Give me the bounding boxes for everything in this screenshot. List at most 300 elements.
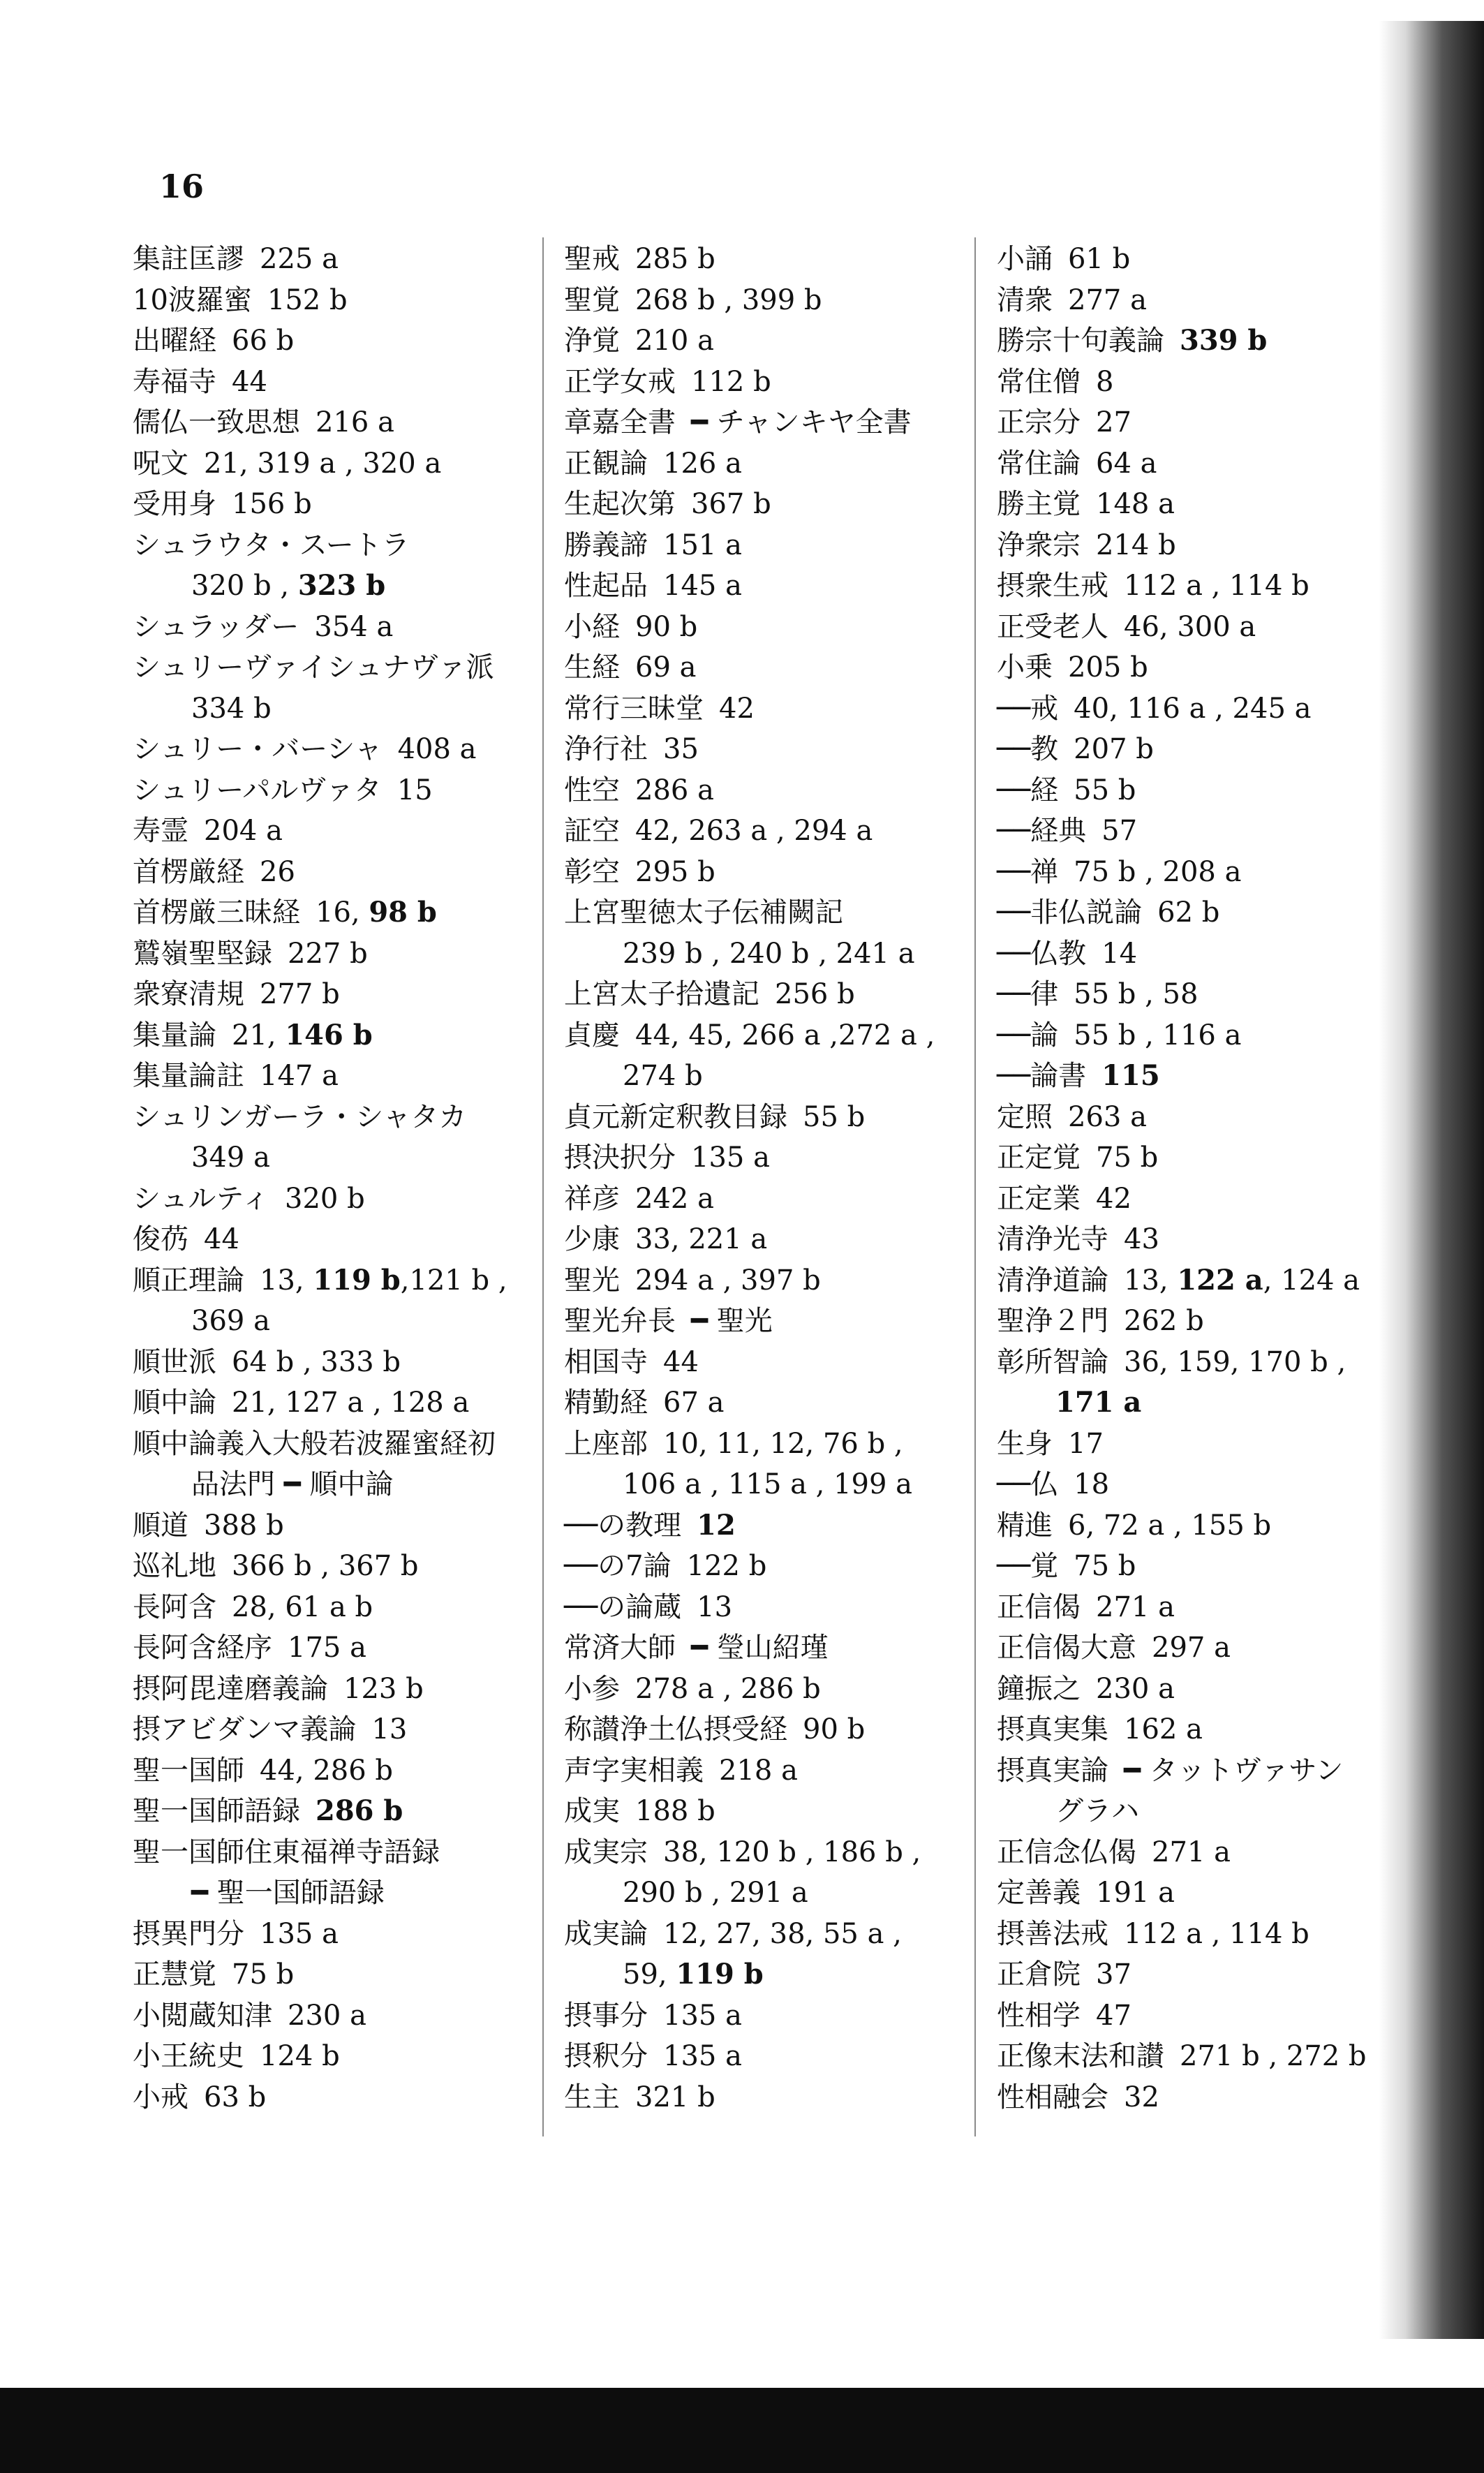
page-ref-text: 135 a <box>663 1999 742 2032</box>
index-page-ref <box>1096 406 1131 438</box>
index-entry <box>564 1791 969 1832</box>
index-entry <box>997 688 1402 730</box>
index-entry <box>564 974 969 1015</box>
index-term: 彰空 <box>564 855 620 888</box>
index-entry <box>133 688 537 730</box>
page-ref-text: 62 b <box>1157 896 1220 929</box>
page-ref-text: 14 <box>1101 937 1138 970</box>
index-term: 性空 <box>564 774 620 806</box>
index-page-ref <box>635 1223 767 1255</box>
index-term: 生経 <box>564 651 620 684</box>
index-page-ref <box>1074 693 1311 725</box>
index-entry <box>564 1995 969 2037</box>
page-ref-text: 44 <box>232 365 267 398</box>
index-entry <box>564 1873 969 1914</box>
page-ref-text: 367 b <box>691 488 771 520</box>
page-ref-text: 214 b <box>1096 529 1176 561</box>
index-page-ref <box>1096 366 1113 398</box>
index-page-ref <box>204 815 283 847</box>
index-entry <box>133 1505 537 1546</box>
page-ref-text: 37 <box>1096 1958 1131 1991</box>
index-page-ref <box>623 1060 703 1092</box>
index-term: 彰所智論 <box>997 1345 1108 1378</box>
page-ref-main: 12 <box>697 1508 736 1542</box>
index-entry <box>133 1832 537 1873</box>
index-term: 摂善法戒 <box>997 1917 1108 1950</box>
index-entry <box>997 892 1402 933</box>
index-page-ref <box>691 1305 773 1337</box>
index-page-ref <box>232 488 312 520</box>
index-entry <box>997 1424 1402 1465</box>
index-term: 小乗 <box>997 651 1053 684</box>
page-ref-text: 408 a <box>397 733 477 765</box>
index-page-ref <box>1068 243 1130 275</box>
page-ref-text: 16, <box>316 896 360 929</box>
index-page-ref <box>316 896 437 929</box>
index-page-ref <box>232 1387 469 1419</box>
index-term: 上宮聖徳太子伝補闕記 <box>564 896 843 929</box>
index-entry <box>133 1219 537 1260</box>
index-entry <box>997 320 1402 362</box>
page-ref-text: 135 a <box>663 2040 742 2072</box>
page-ref-main: 122 a <box>1177 1263 1263 1297</box>
index-term: 正受老人 <box>997 610 1108 643</box>
page-ref-text: 112 a , 114 b <box>1124 570 1309 602</box>
page-ref-text: 205 b <box>1068 651 1148 684</box>
scan-bottom-border <box>0 2388 1484 2473</box>
index-entry <box>564 1627 969 1669</box>
index-entry <box>133 484 537 525</box>
index-term: ──経 <box>997 774 1059 806</box>
page-ref-text: 10, 11, 12, 76 b , <box>663 1427 903 1460</box>
index-term: 正慧覚 <box>133 1958 216 1991</box>
index-page-ref <box>288 938 368 970</box>
index-entry <box>564 1260 969 1301</box>
index-term: 称讃浄土仏摂受経 <box>564 1713 787 1745</box>
index-term: 常住論 <box>997 447 1081 480</box>
page-ref-text: 55 b <box>1074 774 1136 806</box>
index-entry <box>133 1301 537 1342</box>
page-ref-text: 297 a <box>1152 1632 1231 1664</box>
index-entry <box>133 1791 537 1832</box>
index-page-ref <box>191 693 272 725</box>
page-ref-text: 57 <box>1101 815 1138 847</box>
index-page-ref <box>1152 1836 1231 1868</box>
index-entry <box>133 1342 537 1383</box>
index-entry <box>564 1342 969 1383</box>
index-term: 正像末法和讃 <box>997 2040 1164 2072</box>
page-ref-text: 290 b , 291 a <box>623 1877 808 1909</box>
index-page-ref <box>204 448 441 480</box>
index-page-ref <box>663 733 699 765</box>
index-page-ref <box>1096 488 1175 520</box>
page-ref-text: 188 b <box>635 1795 715 1827</box>
index-term: 順中論義入大般若波羅蜜経初 <box>133 1427 496 1460</box>
page-ref-text: , 124 a <box>1263 1264 1360 1297</box>
index-page-ref <box>1124 1755 1343 1787</box>
page-ref-text: 126 a <box>663 447 742 480</box>
index-page-ref <box>663 1836 921 1868</box>
page-ref-text: 15 <box>396 774 433 806</box>
index-term: 首楞厳経 <box>133 855 244 888</box>
index-entry <box>564 1301 969 1342</box>
page-ref-text: 44, 45, 266 a ,272 a , <box>635 1019 935 1051</box>
index-term: 聖戒 <box>564 243 620 275</box>
index-entry <box>997 1015 1402 1056</box>
index-entry <box>564 1709 969 1750</box>
index-entry <box>133 1137 537 1179</box>
index-term: 生主 <box>564 2081 620 2113</box>
index-page-ref <box>204 1509 284 1542</box>
index-page-ref <box>697 1509 736 1542</box>
index-page-ref <box>663 1387 724 1419</box>
page-ref-text: 26 <box>260 855 295 888</box>
index-entry <box>564 729 969 770</box>
index-entry <box>564 1750 969 1792</box>
index-term: 成実論 <box>564 1917 648 1950</box>
index-entry <box>133 525 537 566</box>
index-term: 長阿含経序 <box>133 1632 272 1664</box>
index-page-ref <box>1055 1795 1139 1827</box>
index-entry <box>564 1015 969 1056</box>
page-ref-text: 256 b <box>775 978 855 1010</box>
index-entry <box>133 852 537 893</box>
index-term: 聖一国師住東福禅寺語録 <box>133 1836 440 1868</box>
index-page-ref <box>1180 2040 1366 2072</box>
index-entry <box>133 1424 537 1465</box>
index-page-ref <box>663 1428 903 1460</box>
index-page-ref <box>623 1468 912 1500</box>
index-page-ref <box>1101 938 1137 970</box>
index-entry <box>564 1505 969 1546</box>
index-page-ref <box>191 1877 385 1909</box>
index-entry <box>564 443 969 485</box>
index-term: ──律 <box>997 978 1059 1010</box>
index-entry <box>133 1097 537 1138</box>
index-term: 聖光弁長 <box>564 1305 676 1337</box>
index-page-ref <box>1096 1958 1131 1991</box>
index-entry-continuation <box>133 1301 270 1342</box>
index-entry <box>564 2077 969 2118</box>
index-page-ref <box>635 856 715 888</box>
index-page-ref <box>663 1918 902 1950</box>
index-entry <box>997 362 1402 403</box>
index-entry <box>133 1873 537 1914</box>
index-entry <box>133 933 537 975</box>
page-ref-text: 278 a , 286 b <box>635 1672 821 1705</box>
index-entry <box>564 770 969 811</box>
index-entry <box>997 1954 1402 1995</box>
page-ref-text: 106 a , 115 a , 199 a <box>623 1468 913 1500</box>
index-page-ref <box>1074 1550 1136 1582</box>
index-entry <box>997 1709 1402 1750</box>
page-ref-text: 271 a <box>1096 1590 1175 1623</box>
index-entry <box>133 2036 537 2077</box>
index-term: 定善義 <box>997 1877 1081 1909</box>
index-column-1 <box>133 239 537 2118</box>
page-ref-text: 6, 72 a , 155 b <box>1068 1509 1272 1542</box>
index-term: 集量論 <box>133 1019 216 1051</box>
index-page-ref <box>803 1101 865 1133</box>
column-rule <box>542 237 544 2136</box>
index-term: 成実宗 <box>564 1836 648 1868</box>
index-entry <box>997 1791 1402 1832</box>
index-term: ──仏教 <box>997 937 1087 970</box>
index-entry <box>133 362 537 403</box>
index-entry <box>133 892 537 933</box>
index-entry <box>564 2036 969 2077</box>
index-term: 上座部 <box>564 1427 648 1460</box>
page-ref-text: 271 b , 272 b <box>1180 2040 1367 2072</box>
page-ref-text: 59, <box>623 1958 667 1991</box>
page-ref-text: 35 <box>663 733 699 765</box>
page-ref-text: 42 <box>1096 1182 1131 1215</box>
index-term: 小参 <box>564 1672 620 1705</box>
index-term: 性起品 <box>564 570 648 602</box>
page-ref-text: 63 b <box>204 2081 267 2113</box>
index-term: 浄衆宗 <box>997 529 1081 561</box>
index-page-ref <box>232 325 294 357</box>
index-page-ref <box>1101 815 1137 847</box>
index-term: 少康 <box>564 1223 620 1255</box>
index-page-ref <box>775 978 855 1010</box>
index-term: 小王統史 <box>133 2040 244 2072</box>
index-entry <box>133 974 537 1015</box>
page-ref-text: 21, 127 a , 128 a <box>232 1387 470 1419</box>
index-entry <box>133 280 537 321</box>
page-ref-main: 119 b <box>676 1958 764 1991</box>
index-entry-continuation <box>133 1873 385 1914</box>
index-term: ──禅 <box>997 855 1059 888</box>
index-entry <box>564 933 969 975</box>
page-ref-text: 148 a <box>1096 488 1175 520</box>
index-entry-continuation <box>564 1873 808 1914</box>
index-term: 声字実相義 <box>564 1754 704 1787</box>
index-page-ref <box>663 570 742 602</box>
index-page-ref <box>719 693 755 725</box>
index-term: 勝主覚 <box>997 488 1081 520</box>
index-entry <box>564 1954 969 1995</box>
page-ref-text: 61 b <box>1068 243 1131 275</box>
page-ref-text: ━ タットヴァサン <box>1124 1754 1344 1787</box>
index-entry <box>564 1546 969 1587</box>
index-column-3 <box>997 239 1402 2118</box>
index-page-ref <box>232 366 267 398</box>
index-entry <box>564 362 969 403</box>
page-ref-text: 147 a <box>260 1060 339 1092</box>
index-page-ref <box>1096 529 1176 561</box>
page-ref-text: 349 a <box>191 1142 270 1174</box>
index-term: 聖一国師 <box>133 1754 244 1787</box>
index-page-ref <box>397 774 433 806</box>
index-entry <box>133 1546 537 1587</box>
index-entry-continuation <box>997 1791 1139 1832</box>
index-term: 生起次第 <box>564 488 676 520</box>
index-page-ref <box>1157 896 1219 929</box>
index-term: 寿霊 <box>133 815 188 847</box>
index-term: 貞慶 <box>564 1019 620 1051</box>
page-ref-main: 286 b <box>316 1794 403 1827</box>
index-term: 俊芿 <box>133 1223 188 1255</box>
index-entry <box>564 402 969 443</box>
page-ref-text: 17 <box>1068 1427 1104 1460</box>
page-ref-text: 90 b <box>635 610 698 643</box>
page-ref-text: 13, <box>260 1264 304 1297</box>
index-page-ref <box>1096 1183 1131 1215</box>
index-term: 正観論 <box>564 447 648 480</box>
index-page-ref <box>635 1183 714 1215</box>
index-entry <box>564 566 969 607</box>
index-term: 成実 <box>564 1795 620 1827</box>
index-page-ref <box>687 1550 767 1582</box>
index-entry <box>997 1832 1402 1873</box>
page-ref-main: 98 b <box>369 896 437 929</box>
page-ref-text: 204 a <box>204 815 283 847</box>
index-page-ref <box>1068 1509 1271 1542</box>
index-term: 聖光 <box>564 1264 620 1297</box>
index-page-ref <box>260 243 339 275</box>
index-page-ref <box>1124 1264 1360 1297</box>
index-entry <box>564 811 969 852</box>
page-ref-text: 294 a , 397 b <box>635 1264 821 1297</box>
page-ref-text: 21, 319 a , 320 a <box>204 447 442 480</box>
index-term: シュラウタ・スートラ <box>133 529 410 561</box>
index-term: 祥彦 <box>564 1182 620 1215</box>
index-page-ref <box>663 529 742 561</box>
page-ref-text: 112 a , 114 b <box>1124 1917 1309 1950</box>
index-page-ref <box>398 733 477 765</box>
index-entry <box>997 1382 1402 1424</box>
index-page-ref <box>1068 1101 1147 1133</box>
index-page-ref <box>1124 1223 1159 1255</box>
index-page-ref <box>1074 978 1198 1010</box>
index-term: ──論書 <box>997 1060 1087 1092</box>
index-entry <box>997 1505 1402 1546</box>
page-ref-text: 156 b <box>232 488 312 520</box>
page-ref-text: 152 b <box>267 283 348 316</box>
index-page-ref <box>1096 448 1157 480</box>
index-entry <box>564 852 969 893</box>
page-ref-text: 262 b <box>1124 1305 1204 1337</box>
index-term: 聖覚 <box>564 283 620 316</box>
page-ref-text: 42, 263 a , 294 a <box>635 815 873 847</box>
index-term: 勝宗十句義論 <box>997 325 1164 357</box>
page-ref-text: 28, 61 a b <box>232 1590 373 1623</box>
index-term: 常済大師 <box>564 1632 676 1664</box>
index-entry <box>997 484 1402 525</box>
index-entry <box>997 239 1402 280</box>
index-page-ref <box>1096 1591 1175 1623</box>
page-ref-text: 123 b <box>343 1672 424 1705</box>
index-entry <box>997 1750 1402 1792</box>
index-page-ref <box>1180 325 1267 357</box>
index-term: ──覚 <box>997 1550 1059 1582</box>
page-ref-text: 55 b <box>803 1100 866 1133</box>
index-entry <box>564 688 969 730</box>
index-term: 10波羅蜜 <box>133 283 252 316</box>
index-page-ref <box>316 1795 403 1827</box>
page-ref-text: グラハ <box>1055 1795 1139 1827</box>
index-page-ref <box>1074 856 1241 888</box>
index-column-2 <box>564 239 969 2118</box>
page-ref-text: 207 b <box>1074 733 1154 765</box>
index-term: 鐘振之 <box>997 1672 1081 1705</box>
page-ref-text: 191 a <box>1096 1877 1175 1909</box>
index-term: 小戒 <box>133 2081 188 2113</box>
index-term: 小誦 <box>997 243 1053 275</box>
index-entry <box>133 1709 537 1750</box>
index-entry <box>564 1914 969 1955</box>
page-ref-text: 44 <box>204 1223 239 1255</box>
index-page-ref <box>204 2081 266 2113</box>
index-page-ref <box>260 856 295 888</box>
page-ref-text: 135 a <box>691 1142 770 1174</box>
index-entry <box>997 729 1402 770</box>
index-page-ref <box>719 1755 798 1787</box>
index-page-ref <box>623 938 915 970</box>
index-term: 浄覚 <box>564 325 620 357</box>
index-page-ref <box>1124 1305 1204 1337</box>
page-ref-text: ━ チャンキヤ全書 <box>691 406 912 438</box>
index-entry <box>997 2077 1402 2118</box>
index-entry <box>133 1587 537 1628</box>
index-term: ──の論蔵 <box>564 1590 682 1623</box>
index-entry <box>997 566 1402 607</box>
index-entry <box>997 647 1402 688</box>
index-entry <box>564 1179 969 1220</box>
page-ref-text: 69 a <box>635 651 697 684</box>
index-entry <box>133 1954 537 1995</box>
index-page-ref <box>191 1468 394 1500</box>
index-entry <box>997 1627 1402 1669</box>
index-entry-continuation <box>133 1137 270 1179</box>
page-ref-text: 75 b <box>232 1958 295 1991</box>
page-ref-text: 225 a <box>260 243 339 275</box>
index-page-ref <box>1096 2000 1131 2032</box>
index-entry <box>997 1546 1402 1587</box>
index-term: 長阿含 <box>133 1590 216 1623</box>
index-page-ref <box>232 1958 294 1991</box>
index-entry-continuation <box>133 688 272 730</box>
index-page-ref <box>267 284 348 316</box>
page-ref-main: 115 <box>1101 1059 1160 1092</box>
index-term: ──経典 <box>997 815 1087 847</box>
page-ref-text: 38, 120 b , 186 b , <box>663 1836 921 1868</box>
index-term: 順中論 <box>133 1387 216 1419</box>
page-ref-text: 75 b , 208 a <box>1074 855 1242 888</box>
index-page-ref <box>635 1264 821 1297</box>
index-page-ref <box>1068 651 1148 684</box>
index-page-ref <box>1124 611 1256 643</box>
index-term: シュリーパルヴァタ <box>133 774 382 806</box>
index-page-ref <box>1124 2081 1159 2113</box>
index-entry <box>564 1587 969 1628</box>
index-term: ──非仏説論 <box>997 896 1143 929</box>
index-page-ref <box>1068 1428 1104 1460</box>
index-term: 性相学 <box>997 1999 1081 2032</box>
index-term: 正倉院 <box>997 1958 1081 1991</box>
page-ref-text: 285 b <box>635 243 715 275</box>
index-term: 鷲嶺聖堅録 <box>133 937 272 970</box>
index-page-ref <box>1096 1877 1175 1909</box>
index-entry <box>133 770 537 811</box>
index-term: 順世派 <box>133 1345 216 1378</box>
index-entry <box>997 933 1402 975</box>
index-page-ref <box>663 448 742 480</box>
index-term: 正信偈 <box>997 1590 1081 1623</box>
page-ref-text: 品法門 ━ 順中論 <box>191 1468 394 1500</box>
index-term: 摂決択分 <box>564 1142 676 1174</box>
